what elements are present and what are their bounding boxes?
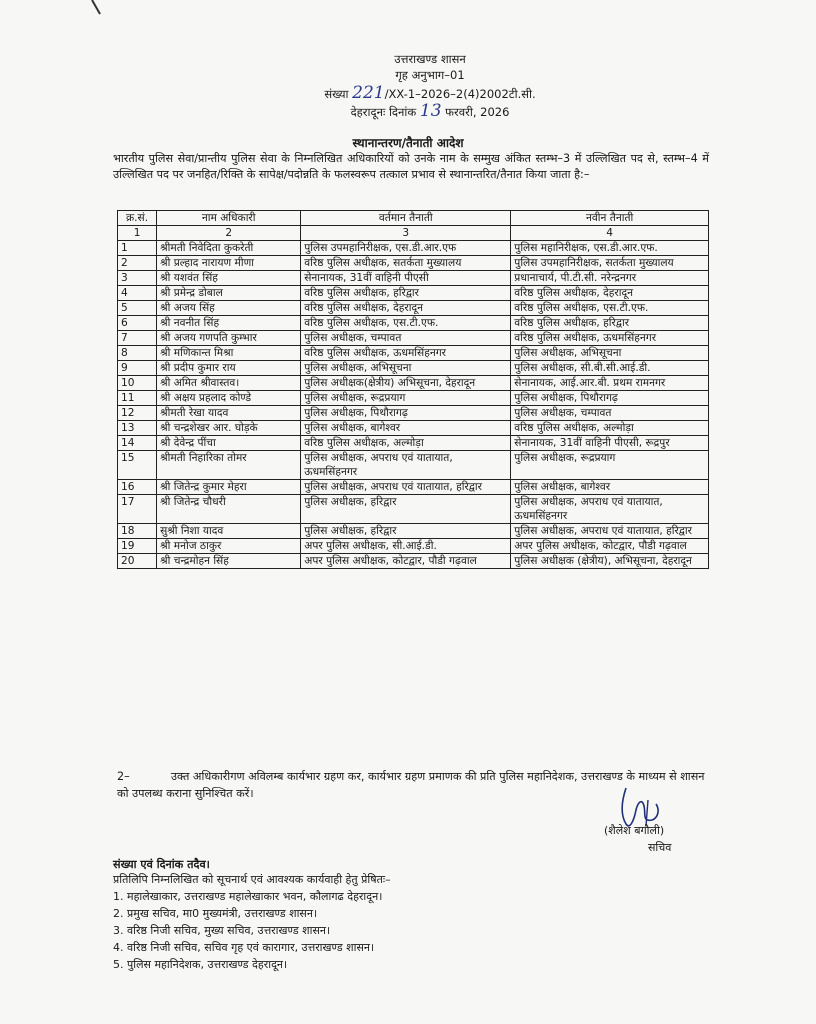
cell-officer-name: सुश्री निशा यादव — [157, 524, 301, 539]
cell-sn: 16 — [118, 480, 157, 495]
cell-current-posting: अपर पुलिस अधीक्षक, कोटद्वार, पौडी गढ़वाल — [301, 554, 511, 569]
cell-sn: 18 — [118, 524, 157, 539]
table-row — [118, 391, 709, 406]
cell-sn: 9 — [118, 361, 157, 376]
cell-sn: 4 — [118, 286, 157, 301]
table-body — [118, 241, 709, 569]
cell-officer-name: श्री अमित श्रीवास्तव। — [157, 376, 301, 391]
cell-officer-name: श्री अजय सिंह — [157, 301, 301, 316]
cell-sn: 8 — [118, 346, 157, 361]
order-date — [300, 101, 560, 121]
cell-current-posting: वरिष्ठ पुलिस अधीक्षक, एस.टी.एफ. — [301, 316, 511, 331]
cell-new-posting: सेनानायक, 31वीं वाहिनी पीएसी, रूद्रपुर — [511, 436, 709, 451]
table-header-row — [118, 211, 709, 226]
list-item: 3. वरिष्ठ निजी सचिव, मुख्य सचिव, उत्तराखण्ड शासन। — [113, 924, 331, 937]
cell-sn: 15 — [118, 451, 157, 480]
date-handwritten-day: 13 — [419, 101, 442, 121]
cell-officer-name: श्री प्रदीप कुमार राय — [157, 361, 301, 376]
cell-current-posting: पुलिस अधीक्षक, हरिद्वार — [301, 524, 511, 539]
table-row — [118, 406, 709, 421]
cell-officer-name: श्री प्रल्हाद नारायण मीणा — [157, 256, 301, 271]
cell-current-posting: वरिष्ठ पुलिस अधीक्षक, ऊधमसिंहनगर — [301, 346, 511, 361]
table-row — [118, 361, 709, 376]
cell-officer-name: श्री अजय गणपति कुम्भार — [157, 331, 301, 346]
table-row — [118, 346, 709, 361]
cell-officer-name: श्री प्रमेन्द्र डोबाल — [157, 286, 301, 301]
table-row — [118, 301, 709, 316]
cell-sn: 13 — [118, 421, 157, 436]
cell-new-posting: वरिष्ठ पुलिस अधीक्षक, हरिद्वार — [511, 316, 709, 331]
copy-intro: प्रतिलिपि निम्नलिखित को सूचनार्थ एवं आवश्यक कार्यवाही हेतु प्रेषितः– — [113, 873, 391, 886]
header-current-posting: वर्तमान तैनाती — [301, 211, 511, 226]
col-number-2: 2 — [157, 226, 301, 241]
cell-officer-name: श्री मणिकान्त मिश्रा — [157, 346, 301, 361]
table-row — [118, 539, 709, 554]
list-item: 2. प्रमुख सचिव, मा0 मुख्यमंत्री, उत्तराखण्ड शासन। — [113, 907, 318, 920]
date-suffix: फरवरी, 2026 — [445, 105, 510, 119]
cell-sn: 3 — [118, 271, 157, 286]
ref-suffix: /XX-1–2026–2(4)2002टी.सी. — [384, 87, 536, 101]
cell-officer-name: श्रीमती निवेदिता कुकरेती — [157, 241, 301, 256]
table-column-number-row — [118, 226, 709, 241]
signatory-name: (शैलेश बगौली) — [604, 824, 665, 837]
cell-sn: 2 — [118, 256, 157, 271]
table-row — [118, 286, 709, 301]
cell-new-posting: पुलिस अधीक्षक, सी.बी.सी.आई.डी. — [511, 361, 709, 376]
col-number-4: 4 — [511, 226, 709, 241]
intro-paragraph: भारतीय पुलिस सेवा/प्रान्तीय पुलिस सेवा के निम्नलिखित अधिकारियों को उनके नाम के सम्मुख अंकित स्तम्भ–3 में उल्लिखित पद से, स्तम्भ–4 में उल्लिखित पद पर जनहित/रिक्ति के सापेक्ष/पदोन्नति के फलस्वरूप तत्काल प्रभाव से स्थानान्तरित/तैनात किया जाता है:– — [113, 152, 709, 181]
cell-new-posting: वरिष्ठ पुलिस अधीक्षक, एस.टी.एफ. — [511, 301, 709, 316]
reference-number — [300, 83, 560, 103]
cell-current-posting: पुलिस अधीक्षक, रूद्रप्रयाग — [301, 391, 511, 406]
cell-new-posting: वरिष्ठ पुलिस अधीक्षक, देहरादून — [511, 286, 709, 301]
paragraph-2-text: उक्त अधिकारीगण अविलम्ब कार्यभार ग्रहण कर, कार्यभार ग्रहण प्रमाणक की प्रति पुलिस महानिदेशक, उत्तराखण्ड के माध्यम से शासन को उपलब्ध कराना सुनिश्चित करें। — [117, 770, 705, 800]
cell-current-posting: अपर पुलिस अधीक्षक, सी.आई.डी. — [301, 539, 511, 554]
cell-officer-name: श्री चन्द्रशेखर आर. घोड़के — [157, 421, 301, 436]
cell-officer-name: श्री जितेन्द्र चौधरी — [157, 495, 301, 524]
table-row — [118, 316, 709, 331]
ref-prefix: संख्या — [324, 87, 349, 101]
cell-sn: 1 — [118, 241, 157, 256]
cell-new-posting: पुलिस अधीक्षक, पिथौरागढ़ — [511, 391, 709, 406]
copy-reference-title: संख्या एवं दिनांक तदैव। — [113, 858, 210, 871]
table-row — [118, 480, 709, 495]
cell-new-posting: पुलिस अधीक्षक, अपराध एवं यातायात, हरिद्वार — [511, 524, 709, 539]
cell-new-posting: पुलिस अधीक्षक (क्षेत्रीय), अभिसूचना, देहरादून — [511, 554, 709, 569]
cell-officer-name: श्री देवेन्द्र पींचा — [157, 436, 301, 451]
cell-sn: 7 — [118, 331, 157, 346]
table-row — [118, 256, 709, 271]
cell-officer-name: श्री अक्षय प्रहलाद कोण्डे — [157, 391, 301, 406]
cell-current-posting: सेनानायक, 31वीं वाहिनी पीएसी — [301, 271, 511, 286]
cell-sn: 20 — [118, 554, 157, 569]
order-title: स्थानान्तरण/तैनाती आदेश — [352, 136, 464, 150]
paragraph-2-number: 2– — [117, 770, 130, 783]
cell-new-posting: प्रधानाचार्य, पी.टी.सी. नरेन्द्रनगर — [511, 271, 709, 286]
cell-officer-name: श्री नवनीत सिंह — [157, 316, 301, 331]
cell-new-posting: पुलिस अधीक्षक, चम्पावत — [511, 406, 709, 421]
cell-sn: 11 — [118, 391, 157, 406]
header-new-posting: नवीन तैनाती — [511, 211, 709, 226]
cell-current-posting: पुलिस अधीक्षक, हरिद्वार — [301, 495, 511, 524]
cell-sn: 19 — [118, 539, 157, 554]
cell-new-posting: वरिष्ठ पुलिस अधीक्षक, ऊधमसिंहनगर — [511, 331, 709, 346]
table-row — [118, 376, 709, 391]
table-row — [118, 271, 709, 286]
cell-current-posting: पुलिस अधीक्षक, अपराध एवं यातायात, ऊधमसिंहनगर — [301, 451, 511, 480]
col-number-1: 1 — [118, 226, 157, 241]
table-row — [118, 436, 709, 451]
cell-current-posting: वरिष्ठ पुलिस अधीक्षक, अल्मोड़ा — [301, 436, 511, 451]
cell-new-posting: अपर पुलिस अधीक्षक, कोटद्वार, पौडी गढ़वाल — [511, 539, 709, 554]
cell-current-posting: वरिष्ठ पुलिस अधीक्षक, देहरादून — [301, 301, 511, 316]
list-item: 4. वरिष्ठ निजी सचिव, सचिव गृह एवं कारागार, उत्तराखण्ड शासन। — [113, 941, 375, 954]
government-name: उत्तराखण्ड शासन — [394, 52, 466, 66]
cell-sn: 14 — [118, 436, 157, 451]
cell-new-posting: पुलिस अधीक्षक, अभिसूचना — [511, 346, 709, 361]
cell-current-posting: पुलिस अधीक्षक, अभिसूचना — [301, 361, 511, 376]
list-item: 5. पुलिस महानिदेशक, उत्तराखण्ड देहरादून। — [113, 958, 288, 971]
cell-officer-name: श्रीमती रेखा यादव — [157, 406, 301, 421]
cell-current-posting: पुलिस उपमहानिरीक्षक, एस.डी.आर.एफ — [301, 241, 511, 256]
cell-current-posting: वरिष्ठ पुलिस अधीक्षक, हरिद्वार — [301, 286, 511, 301]
cell-current-posting: वरिष्ठ पुलिस अधीक्षक, सतर्कता मुख्यालय — [301, 256, 511, 271]
cell-current-posting: पुलिस अधीक्षक, चम्पावत — [301, 331, 511, 346]
cell-current-posting: पुलिस अधीक्षक, पिथौरागढ़ — [301, 406, 511, 421]
cell-sn: 17 — [118, 495, 157, 524]
cell-new-posting: पुलिस अधीक्षक, अपराध एवं यातायात, ऊधमसिंहनगर — [511, 495, 709, 524]
cell-new-posting: पुलिस अधीक्षक, रूद्रप्रयाग — [511, 451, 709, 480]
signatory-designation: सचिव — [648, 841, 672, 854]
section-name: गृह अनुभाग–01 — [395, 68, 465, 82]
cell-sn: 5 — [118, 301, 157, 316]
header-sn: क्र.सं. — [118, 211, 157, 226]
header-name: नाम अधिकारी — [157, 211, 301, 226]
col-number-3: 3 — [301, 226, 511, 241]
cell-current-posting: पुलिस अधीक्षक(क्षेत्रीय) अभिसूचना, देहरादून — [301, 376, 511, 391]
table-row — [118, 331, 709, 346]
cell-new-posting: सेनानायक, आई.आर.बी. प्रथम रामनगर — [511, 376, 709, 391]
cell-officer-name: श्रीमती निहारिका तोमर — [157, 451, 301, 480]
list-item: 1. महालेखाकार, उत्तराखण्ड महालेखाकार भवन, कौलागढ देहरादून। — [113, 890, 383, 903]
cell-sn: 6 — [118, 316, 157, 331]
cell-new-posting: वरिष्ठ पुलिस अधीक्षक, अल्मोड़ा — [511, 421, 709, 436]
cell-current-posting: पुलिस अधीक्षक, अपराध एवं यातायात, हरिद्वार — [301, 480, 511, 495]
cell-officer-name: श्री यशवंत सिंह — [157, 271, 301, 286]
table-row — [118, 451, 709, 480]
page-corner-mark — [90, 0, 102, 18]
table-row — [118, 495, 709, 524]
ref-handwritten-number: 221 — [352, 83, 385, 103]
cell-officer-name: श्री जितेन्द्र कुमार मेहरा — [157, 480, 301, 495]
cell-officer-name: श्री चन्द्रमोहन सिंह — [157, 554, 301, 569]
table-row — [118, 241, 709, 256]
date-prefix: देहरादूनः दिनांक — [350, 105, 417, 119]
transfer-table — [117, 210, 709, 569]
cell-officer-name: श्री मनोज ठाकुर — [157, 539, 301, 554]
cell-new-posting: पुलिस महानिरीक्षक, एस.डी.आर.एफ. — [511, 241, 709, 256]
cell-sn: 12 — [118, 406, 157, 421]
table-row — [118, 421, 709, 436]
cell-new-posting: पुलिस उपमहानिरीक्षक, सतर्कता मुख्यालय — [511, 256, 709, 271]
cell-new-posting: पुलिस अधीक्षक, बागेश्वर — [511, 480, 709, 495]
copy-recipient-list — [113, 888, 382, 973]
cell-sn: 10 — [118, 376, 157, 391]
table-row — [118, 554, 709, 569]
cell-current-posting: पुलिस अधीक्षक, बागेश्वर — [301, 421, 511, 436]
table-row — [118, 524, 709, 539]
